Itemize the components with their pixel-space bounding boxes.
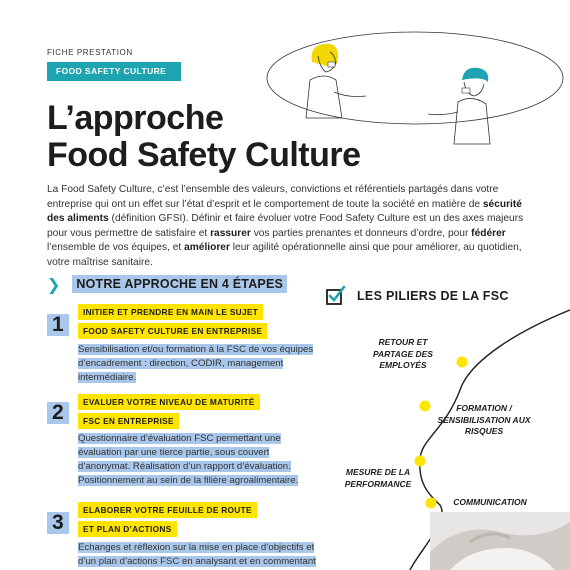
- step-description: Questionnaire d’évaluation FSC permettant une évaluation par une tierce partie, sous couvert d’anonymat. Réalisation d’un rapport d’évaluation. Positionnement au sein de la filière agroalimentaire.: [78, 433, 299, 486]
- page-title: L’approche Food Safety Culture: [47, 99, 361, 174]
- pillar-label: RETOUR ET PARTAGE DES EMPLOYÉS: [373, 337, 433, 370]
- pillars-heading: LES PILIERS DE LA FSC: [325, 285, 509, 307]
- step-title: INITIER ET PRENDRE EN MAIN LE SUJET FOOD SAFETY CULTURE EN ENTREPRISE: [78, 304, 267, 342]
- photo-hands: [430, 512, 570, 570]
- pillar-dot: [426, 498, 437, 509]
- step-title: ELABORER VOTRE FEUILLE DE ROUTE ET PLAN D’ACTIONS: [78, 502, 257, 540]
- step-number: 3: [47, 512, 69, 534]
- steps-heading: ❯ NOTRE APPROCHE EN 4 ÉTAPES: [47, 273, 287, 295]
- pillar-dot: [415, 456, 426, 467]
- step-description: Sensibilisation et/ou formation à la FSC de vos équipes d’encadrement : direction, CODIR, management intermédiaire.: [78, 344, 314, 383]
- step-number: 2: [47, 402, 69, 424]
- doc-kicker: FICHE PRESTATION: [47, 48, 133, 57]
- pillar-label: MESURE DE LA PERFORMANCE: [344, 467, 412, 489]
- step-number: 1: [47, 314, 69, 336]
- step-title: EVALUER VOTRE NIVEAU DE MATURITÉ FSC EN ENTREPRISE: [78, 394, 260, 432]
- pillar-label: COMMUNICATION: [453, 497, 527, 507]
- pillar-dot: [457, 357, 468, 368]
- chevron-right-icon: ❯: [47, 274, 61, 294]
- intro-paragraph: La Food Safety Culture, c’est l’ensemble des valeurs, convictions et référentiels partagés dans votre entreprise qui ont un effet sur l’état d’esprit et le comportement de toute la société en matière de sécurité des aliments (définition GFSI). Définir et faire évoluer votre Food Safety Culture est un des axes majeurs pour vous permettre de satisfaire et rassurer vos parties prenantes et donneurs d’ordre, pour fédérer l’ensemble de vos équipes, et améliorer leur agilité opérationnelle ainsi que pour améliorer, au quotidien, votre maîtrise sanitaire.: [47, 184, 524, 268]
- category-tag: FOOD SAFETY CULTURE: [47, 62, 181, 81]
- pillar-label: FORMATION / SENSIBILISATION AUX RISQUES: [437, 403, 531, 436]
- pillar-dot: [420, 401, 431, 412]
- step-description: Echanges et réflexion sur la mise en place d’objectifs et d’un plan d’actions FSC en analysant et en commentant: [78, 542, 316, 567]
